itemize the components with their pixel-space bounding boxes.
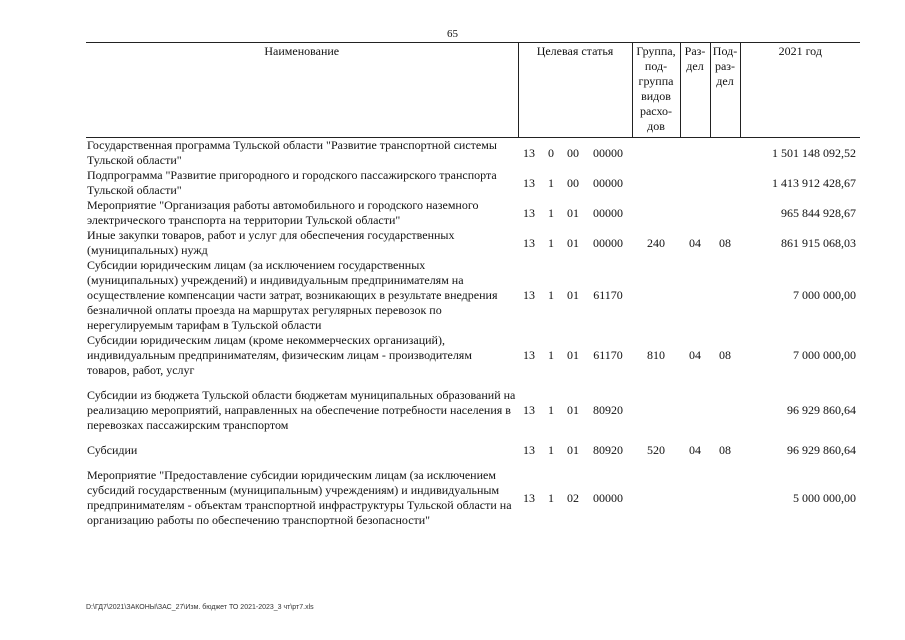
row-target-a: 13	[523, 175, 535, 190]
row-target-a: 13	[523, 288, 535, 302]
row-subsection	[710, 168, 740, 198]
row-amount: 1 501 148 092,52	[772, 145, 857, 160]
row-section	[680, 458, 710, 528]
header-subsection: Под-раз-дел	[710, 43, 740, 138]
row-subsection	[710, 378, 740, 433]
row-expense-group: 240	[647, 235, 666, 250]
row-name: Иные закупки товаров, работ и услуг для обеспечения государственных (муниципальных) нужд	[87, 228, 455, 257]
row-target-b: 1	[548, 288, 554, 302]
row-expense-group	[632, 378, 680, 433]
row-target-c: 01	[567, 443, 579, 457]
row-target-c: 01	[567, 235, 579, 250]
row-name: Субсидии юридическим лицам (за исключением государственных (муниципальных) учреждений) и индивидуальным предпринимателям на осуществление компенсации части затрат, возникающих в результате внедрения безналичной оплаты проезда на маршрутах регулярных перевозок по нерегулируемым тарифам в Тульской области	[87, 258, 498, 332]
table-row	[86, 198, 860, 228]
row-name: Субсидии из бюджета Тульской области бюджетам муниципальных образований на реализацию мероприятий, направленных на обеспечение потребности населения в перевозках пассажирским транспортом	[87, 388, 516, 432]
table-row	[86, 433, 860, 458]
row-amount: 861 915 068,03	[781, 235, 857, 250]
budget-table	[86, 42, 860, 528]
row-name: Субсидии	[87, 443, 138, 457]
row-target-b: 1	[548, 205, 554, 220]
row-target-d: 00000	[593, 175, 623, 190]
row-expense-group: 810	[647, 348, 666, 362]
row-section	[680, 168, 710, 198]
row-target-c: 01	[567, 288, 579, 302]
table-row	[86, 458, 860, 528]
row-target-c: 01	[567, 348, 579, 362]
row-expense-group	[632, 168, 680, 198]
row-amount: 96 929 860,64	[787, 443, 857, 457]
row-subsection	[710, 458, 740, 528]
row-subsection: 08	[719, 348, 732, 362]
row-expense-group	[632, 458, 680, 528]
row-name: Мероприятие "Предоставление субсидии юридическим лицам (за исключением субсидий государственным (муниципальным) учреждениям) и индивидуальным предпринимателям - объектам транспортной инфраструктуры Тульской области на организацию работы по обеспечению транспортной безопасности"	[87, 468, 512, 527]
row-section	[680, 378, 710, 433]
row-subsection: 08	[719, 443, 732, 457]
row-target-b: 1	[548, 490, 554, 505]
row-name: Мероприятие "Организация работы автомобильного и городского наземного электрического транспорта на территории Тульской области"	[87, 198, 479, 227]
header-target-article: Целевая статья	[518, 43, 632, 138]
row-section: 04	[689, 348, 702, 362]
row-name: Подпрограмма "Развитие пригородного и городского пассажирского транспорта Тульской области"	[87, 168, 497, 197]
row-target-a: 13	[523, 490, 535, 505]
row-target-d: 00000	[593, 145, 623, 160]
row-target-a: 13	[523, 145, 535, 160]
row-section	[680, 258, 710, 333]
table-row	[86, 378, 860, 433]
row-target-b: 0	[548, 145, 554, 160]
row-amount: 5 000 000,00	[793, 490, 857, 505]
row-amount: 965 844 928,67	[781, 205, 857, 220]
file-path-footer: D:\ГД7\2021\ЗАКОНЫ\ЗАС_27\Изм. бюджет ТО 2021-2023_3 чт\рт7.xls	[86, 604, 314, 611]
row-name: Государственная программа Тульской области "Развитие транспортной системы Тульской области"	[87, 138, 497, 167]
row-target-c: 00	[567, 175, 579, 190]
header-year: 2021 год	[740, 43, 860, 138]
row-expense-group: 520	[647, 443, 666, 457]
row-target-d: 80920	[593, 443, 623, 457]
row-target-b: 1	[548, 403, 554, 417]
row-target-b: 1	[548, 235, 554, 250]
row-target-a: 13	[523, 235, 535, 250]
row-name: Субсидии юридическим лицам (кроме некоммерческих организаций), индивидуальным предпринимателям, физическим лицам - производителям товаров, работ, услуг	[87, 333, 472, 377]
row-subsection	[710, 138, 740, 169]
row-amount: 96 929 860,64	[787, 403, 857, 417]
row-target-b: 1	[548, 175, 554, 190]
row-target-a: 13	[523, 443, 535, 457]
row-amount: 7 000 000,00	[793, 348, 857, 362]
row-target-a: 13	[523, 403, 535, 417]
row-target-a: 13	[523, 348, 535, 362]
row-subsection	[710, 258, 740, 333]
row-target-b: 1	[548, 348, 554, 362]
row-target-c: 02	[567, 490, 579, 505]
row-target-d: 61170	[593, 288, 623, 302]
row-section	[680, 138, 710, 169]
table-row	[86, 258, 860, 333]
row-target-c: 00	[567, 145, 579, 160]
row-expense-group	[632, 138, 680, 169]
header-section: Раз-дел	[680, 43, 710, 138]
table-row	[86, 228, 860, 258]
row-expense-group	[632, 198, 680, 228]
row-subsection	[710, 198, 740, 228]
page-number: 65	[447, 28, 458, 40]
table-row	[86, 168, 860, 198]
row-subsection: 08	[719, 235, 732, 250]
row-amount: 1 413 912 428,67	[772, 175, 857, 190]
row-target-b: 1	[548, 443, 554, 457]
header-expense-group: Группа, под-группа видов расхо-дов	[632, 43, 680, 138]
row-target-c: 01	[567, 205, 579, 220]
header-name: Наименование	[86, 43, 518, 138]
row-target-d: 80920	[593, 403, 623, 417]
row-target-c: 01	[567, 403, 579, 417]
row-section: 04	[689, 443, 702, 457]
row-target-d: 00000	[593, 490, 623, 505]
table-header-row	[86, 43, 860, 138]
row-section	[680, 198, 710, 228]
row-section: 04	[689, 235, 702, 250]
row-target-d: 00000	[593, 205, 623, 220]
table-row	[86, 138, 860, 169]
row-target-d: 61170	[593, 348, 623, 362]
row-target-a: 13	[523, 205, 535, 220]
row-target-d: 00000	[593, 235, 623, 250]
table-row	[86, 333, 860, 378]
row-amount: 7 000 000,00	[793, 288, 857, 302]
row-expense-group	[632, 258, 680, 333]
